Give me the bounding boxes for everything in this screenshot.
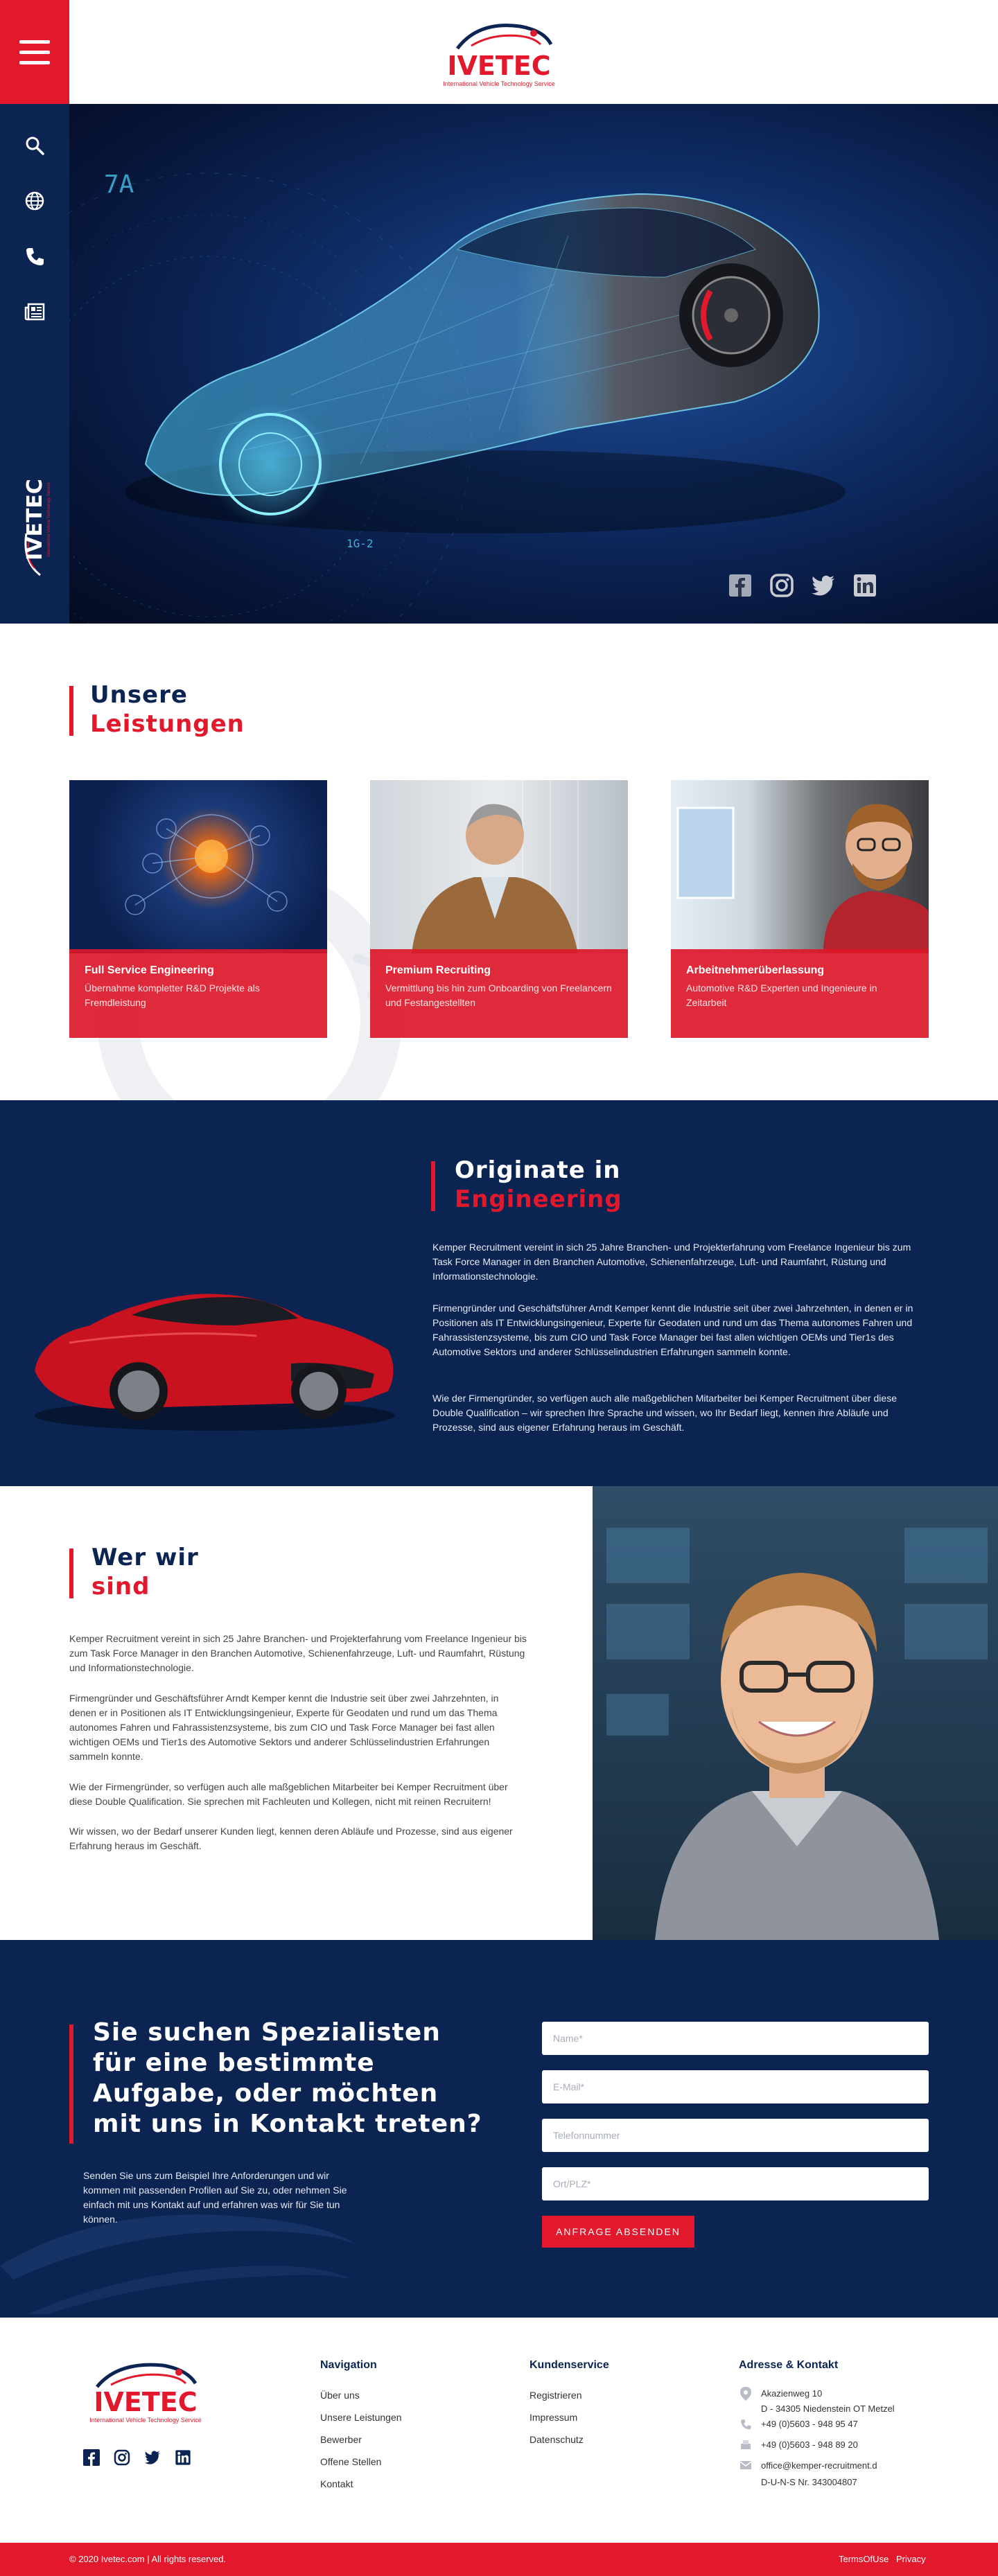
service-card-engineering[interactable]: [69, 780, 327, 1038]
services-title-line2: Leistungen: [90, 710, 245, 738]
footer-city: D - 34305 Niedenstein OT Metzel: [761, 2403, 895, 2414]
phone-icon[interactable]: [21, 242, 49, 270]
engineer-portrait-image: [593, 1486, 998, 1940]
footer-twitter-icon[interactable]: [144, 2449, 161, 2466]
footer-link-contact[interactable]: Kontakt: [320, 2478, 353, 2489]
footer-link-imprint[interactable]: Impressum: [529, 2412, 578, 2423]
brand-logo[interactable]: [430, 14, 568, 90]
originate-title: [455, 1156, 622, 1214]
about-title: [91, 1543, 199, 1601]
footer-facebook-icon[interactable]: [83, 2449, 100, 2466]
about-paragraph-3: Wie der Firmengründer, so verfügen auch alle maßgeblichen Mitarbeiter bei Kemper Recruitment über diese Double Qualification. Sie sprechen mit Fachleuten und Kollegen, nicht mit reinen Recruitern!: [69, 1781, 508, 1807]
contact-title: [93, 2018, 482, 2140]
footer-address-heading: Adresse & Kontakt: [739, 2359, 839, 2371]
hud-label: 7A: [104, 170, 134, 199]
instagram-icon[interactable]: [769, 573, 794, 598]
card-text: Automotive R&D Experten und Ingenieure in Zeitarbeit: [686, 982, 877, 1008]
footer-duns: D-U-N-S Nr. 343004807: [761, 2477, 857, 2487]
fax-icon: [740, 2440, 751, 2451]
copyright-bar: [0, 2543, 998, 2576]
originate-paragraph-3: Wie der Firmengründer, so verfügen auch alle maßgeblichen Mitarbeiter bei Kemper Recruitment über diese Double Qualification – wir sprechen Ihre Sprache und wissen, wo Ihr Bedarf liegt, kennen ihre Abläufe und Prozesse, sind aus eigener Erfahrung heraus im Geschäft.: [432, 1393, 897, 1433]
card-caption: [671, 949, 929, 1038]
search-icon[interactable]: [21, 132, 49, 159]
originate-paragraph-1: Kemper Recruitment vereint in sich 25 Jahre Branchen- und Projekterfahrung vom Freelance Ingenieur bis zum Task Force Manager in den Branchen Automotive, Schienenfahrzeuge, Luft- und Raumfahrt, Rüstung und Informationstechnologie.: [432, 1242, 911, 1282]
terms-link[interactable]: TermsOfUse: [839, 2554, 889, 2564]
footer-linkedin-icon[interactable]: [175, 2449, 191, 2466]
title-accent-bar: [431, 1161, 435, 1211]
card-title: Premium Recruiting: [385, 964, 491, 976]
contact-title-line2: für eine bestimmte: [93, 2049, 375, 2077]
footer-link-services[interactable]: Unsere Leistungen: [320, 2412, 402, 2423]
footer-link-jobs[interactable]: Offene Stellen: [320, 2456, 382, 2467]
phone-input[interactable]: [542, 2119, 929, 2152]
vertical-tagline: International Vehicle Technology Service: [47, 482, 51, 557]
card-title: Arbeitnehmerüberlassung: [686, 964, 825, 976]
vertical-wordmark: IVETEC: [23, 479, 47, 561]
originate-paragraph-2: Firmengründer und Geschäftsführer Arndt Kemper kennt die Industrie seit über zwei Jahrzehnten, in denen er in Positionen als IT Entwicklungsingenieur, Experte für Geodaten und rund um das Thema autonomes Fahren und Fahrassistenzsysteme, bis zum CIO und Task Force Manager bei fast allen wichtigen OEMs und Tier1s des Automotive Sektors und anderer Schlüsselindustrien Erfahrungen sammeln konnte.: [432, 1303, 913, 1357]
about-section: [0, 1486, 998, 1940]
footer-street: Akazienweg 10: [761, 2388, 823, 2399]
about-paragraph-4: Wir wissen, wo der Bedarf unserer Kunden liegt, kennen deren Abläufe und Prozesse, sind aus eigener Erfahrung heraus im Geschäft.: [69, 1826, 513, 1851]
email-input[interactable]: [542, 2070, 929, 2103]
footer-fax: +49 (0)5603 - 948 89 20: [761, 2440, 858, 2450]
copyright-text: © 2020 Ivetec.com | All rights reserved.: [69, 2554, 227, 2564]
card-text: Vermittlung bis hin zum Onboarding von Freelancern und Festangestellten: [385, 982, 612, 1008]
card-image-engineering: [69, 780, 327, 953]
logo-tagline: International Vehicle Technology Service: [443, 80, 555, 87]
card-title: Full Service Engineering: [85, 964, 214, 976]
card-caption: [69, 949, 327, 1038]
about-title-line2: sind: [91, 1573, 150, 1600]
footer-nav-heading: Navigation: [320, 2359, 377, 2371]
services-title: [90, 680, 245, 739]
contact-title-line3: Aufgabe, oder möchten: [93, 2079, 439, 2108]
footer-service-heading: Kundenservice: [529, 2359, 609, 2371]
contact-text-line1: Senden Sie uns zum Beispiel Ihre Anforderungen und wir: [83, 2170, 329, 2181]
title-accent-bar: [69, 1549, 73, 1598]
footer-brand-logo[interactable]: [76, 2356, 215, 2432]
about-title-line1: Wer wir: [91, 1544, 199, 1571]
footer-link-privacy[interactable]: Datenschutz: [529, 2434, 584, 2445]
globe-icon[interactable]: [21, 187, 49, 215]
footer-email[interactable]: office@kemper-recruitment.d: [761, 2460, 877, 2471]
logo-wordmark: IVETEC: [447, 51, 551, 81]
footer-link-register[interactable]: Registrieren: [529, 2390, 582, 2401]
card-image-leasing: [671, 780, 929, 953]
services-title-line1: Unsere: [90, 681, 188, 709]
facebook-icon[interactable]: [728, 573, 753, 598]
contact-text-line2: kommen mit passenden Profilen auf Sie zu, oder nehmen Sie: [83, 2185, 347, 2196]
twitter-icon[interactable]: [811, 573, 836, 598]
footer-logo-wordmark: IVETEC: [94, 2387, 198, 2417]
contact-text-line3: einfach mit uns Kontakt auf und erfahren was wir für Sie tun: [83, 2199, 340, 2210]
card-caption: [370, 949, 628, 1038]
originate-title-line2: Engineering: [455, 1185, 622, 1213]
originate-section: [0, 1100, 998, 1486]
mail-icon: [740, 2460, 751, 2470]
services-section: [0, 624, 998, 1100]
footer-instagram-icon[interactable]: [114, 2449, 130, 2466]
submit-request-button[interactable]: ANFRAGE ABSENDEN: [542, 2216, 694, 2248]
hero-banner: [69, 104, 998, 624]
news-icon[interactable]: [21, 298, 49, 326]
service-card-recruiting[interactable]: [370, 780, 628, 1038]
site-footer: [0, 2318, 998, 2543]
city-input[interactable]: [542, 2167, 929, 2200]
red-sports-car-image: [28, 1260, 402, 1440]
card-text: Übernahme kompletter R&D Projekte als Fremdleistung: [85, 982, 260, 1008]
site-header: [0, 0, 998, 104]
vertical-brand-logo: [14, 416, 55, 582]
contact-title-line4: mit uns in Kontakt treten?: [93, 2110, 482, 2138]
location-pin-icon: [740, 2387, 751, 2401]
about-paragraph-1: Kemper Recruitment vereint in sich 25 Jahre Branchen- und Projekterfahrung vom Freelance Ingenieur bis zum Task Force Manager in den Branchen Automotive, Schienenfahrzeuge, Luft- und Raumfahrt, Rüstung und Informationstechnologie.: [69, 1633, 527, 1673]
contact-text-line4: können.: [83, 2214, 118, 2225]
contact-title-line1: Sie suchen Spezialisten: [93, 2018, 441, 2047]
footer-link-about[interactable]: Über uns: [320, 2390, 360, 2401]
menu-button[interactable]: [0, 0, 69, 104]
name-input[interactable]: [542, 2022, 929, 2055]
privacy-link[interactable]: Privacy: [896, 2554, 926, 2564]
footer-link-applicants[interactable]: Bewerber: [320, 2434, 362, 2445]
title-accent-bar: [69, 686, 73, 736]
linkedin-icon[interactable]: [852, 573, 877, 598]
card-image-recruiting: [370, 780, 628, 953]
originate-title-line1: Originate in: [455, 1156, 621, 1184]
title-accent-bar: [69, 2024, 73, 2144]
service-card-leasing[interactable]: [671, 780, 929, 1038]
contact-text: [83, 2169, 471, 2227]
footer-phone-icon: [740, 2419, 751, 2430]
about-paragraph-2: Firmengründer und Geschäftsführer Arndt Kemper kennt die Industrie seit über zwei Jahrzehnten, in denen er in Positionen als IT Entwicklungsingenieur, Experte für Geodaten und rund um das Thema autonomes Fahren und Fahrassistenzsysteme, bis zum CIO und Task Force Manager bei fast allen wichtigen OEMs und Tier1s des Automotive Sektors und anderer Schlüsselindustrien Erfahrungen sammeln konnte.: [69, 1693, 499, 1762]
footer-logo-tagline: International Vehicle Technology Service: [89, 2417, 202, 2424]
side-toolbar: [0, 104, 69, 624]
hero-car-illustration: [69, 104, 998, 624]
hud-label-2: 1G-2: [347, 537, 374, 550]
footer-phone[interactable]: +49 (0)5603 - 948 95 47: [761, 2419, 858, 2429]
